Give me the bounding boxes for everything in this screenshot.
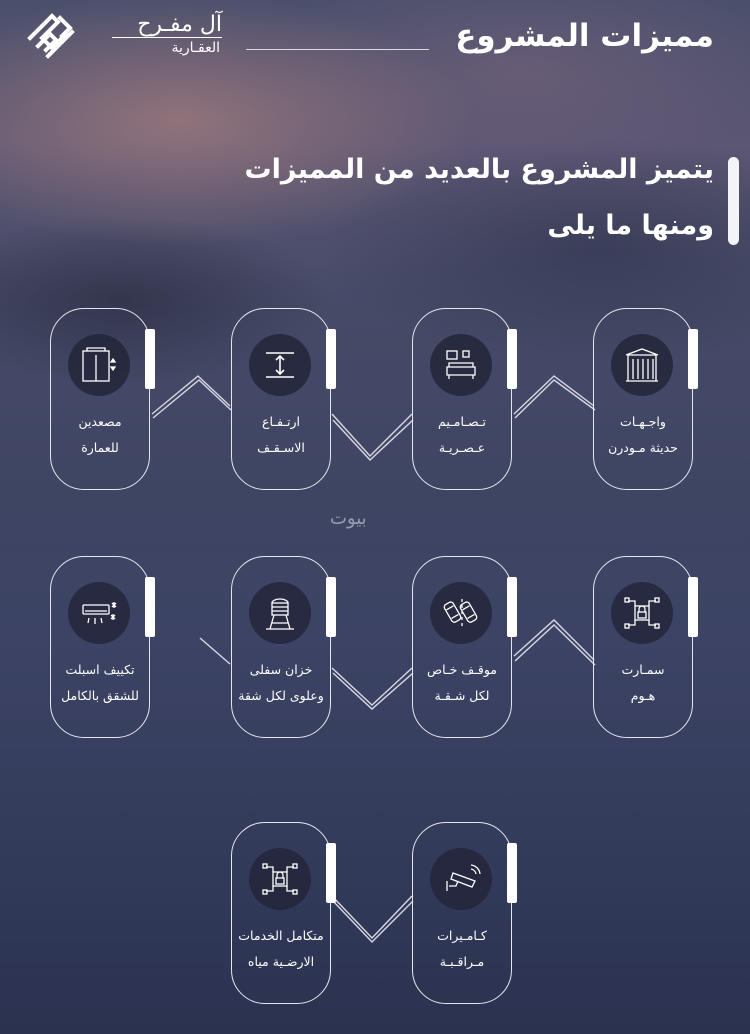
page-title: مميزات المشروع	[455, 18, 714, 54]
parking-cars-icon	[430, 582, 492, 644]
feature-label: تكييف اسبلت للشقق بالكامل	[61, 662, 139, 703]
security-camera-icon	[430, 848, 492, 910]
intro-line-1: يتميز المشروع بالعديد من المميزات	[244, 154, 714, 185]
building-facade-icon	[611, 334, 673, 396]
feature-label: واجـهـات حديثة مـودرن	[608, 414, 678, 455]
card-clip	[507, 577, 517, 637]
feature-label: مصعدين للعمارة	[78, 414, 122, 455]
feature-label: متكامل الخدمات الارضـية مياه	[238, 928, 324, 969]
card-clip	[145, 329, 155, 389]
watermark-text: بيوت	[330, 508, 367, 529]
water-tank-icon	[249, 582, 311, 644]
card-clip	[688, 329, 698, 389]
feature-label: خزان سفلى وعلوى لكل شقة	[238, 662, 324, 703]
modern-sofa-icon	[430, 334, 492, 396]
feature-label: سمـارت هـوم	[621, 662, 665, 703]
card-clip	[145, 577, 155, 637]
feature-card-split-ac	[50, 556, 150, 738]
card-clip	[507, 843, 517, 903]
intro-line-2: ومنها ما يلى	[547, 210, 714, 241]
feature-label: كـامـيرات مـراقـبـة	[437, 928, 487, 969]
elevator-icon	[68, 334, 130, 396]
smart-home-lock-icon	[611, 582, 673, 644]
card-clip	[326, 329, 336, 389]
feature-label: موقـف خـاص لكل شـقـة	[426, 662, 497, 703]
feature-card-ceiling-height	[231, 308, 331, 490]
feature-card-security-cameras	[412, 822, 512, 1004]
feature-card-smart-home	[593, 556, 693, 738]
feature-card-full-services	[231, 822, 331, 1004]
logo-subtitle: العقـارية	[171, 40, 220, 56]
card-clip	[688, 577, 698, 637]
feature-card-elevators	[50, 308, 150, 490]
feature-card-modern-designs	[412, 308, 512, 490]
feature-card-modern-facades	[593, 308, 693, 490]
feature-card-private-parking	[412, 556, 512, 738]
card-clip	[326, 577, 336, 637]
feature-label: ارتـفـاع الاسـقـف	[257, 414, 305, 455]
ceiling-height-icon	[249, 334, 311, 396]
card-clip	[507, 329, 517, 389]
card-clip	[326, 843, 336, 903]
feature-label: تـصـامـيم عـصـريـة	[438, 414, 486, 455]
logo-name: آل مفـرح	[137, 12, 222, 37]
utilities-icon	[249, 848, 311, 910]
feature-card-water-tanks	[231, 556, 331, 738]
split-ac-icon	[68, 582, 130, 644]
